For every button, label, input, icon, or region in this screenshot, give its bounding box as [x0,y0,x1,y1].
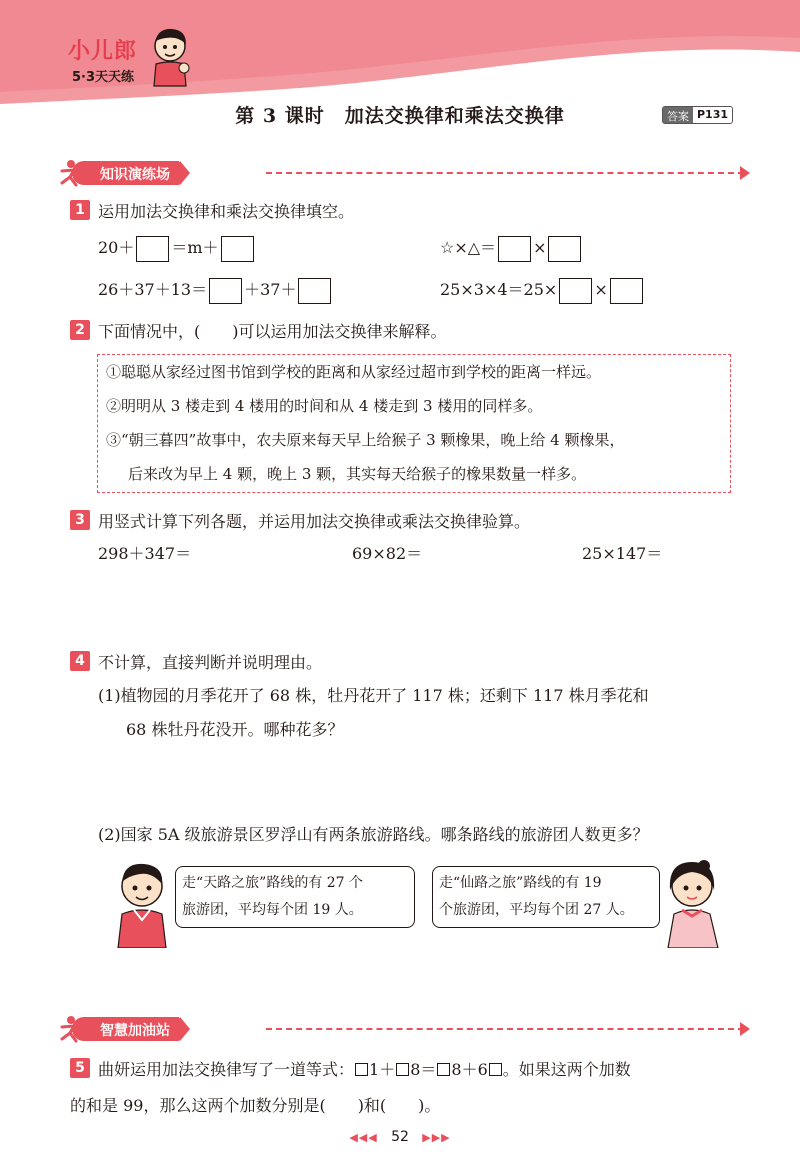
answer-badge[interactable] [662,106,733,124]
q3-expr-2: 69×82＝ [352,544,423,563]
answer-label: 答案 [663,107,693,123]
next-arrows-icon: ▶▶▶ [422,1131,451,1144]
question-number-1: 1 [70,200,90,220]
bubble-left-line1: 走“天路之旅”路线的有 27 个 [182,875,364,891]
digit-blank[interactable] [396,1063,409,1076]
section-title-challenge: 智慧加油站 [72,1017,180,1041]
question-1-text: 运用加法交换律和乘法交换律填空。 [98,202,355,221]
girl-character-icon [662,856,726,948]
q5-line1-c: 8＝ [410,1060,437,1079]
q4-part2-text: (2)国家 5A 级旅游景区罗浮山有两条旅游路线。哪条路线的旅游团人数更多？ [98,825,649,844]
q1-row1-left-b: ＝m＋ [171,238,219,257]
banner-arrow-icon [740,166,750,180]
q1-row2-left-b: ＋37＋ [244,280,297,299]
answer-blank[interactable] [298,278,331,304]
q1-row1-left-a: 20＋ [98,238,135,257]
banner-dash-line [266,1028,744,1030]
bubble-left-line2: 旅游团，平均每个团 19 人。 [182,902,363,918]
answer-blank[interactable] [548,236,581,262]
banner-arrow-icon [740,1022,750,1036]
q2-option-2: ②明明从 3 楼走到 4 楼用的时间和从 4 楼走到 3 楼用的同样多。 [106,397,543,415]
section-banner-challenge [44,1017,744,1041]
q2-options-box [97,354,731,493]
q3-expr-1: 298＋347＝ [98,544,192,563]
answer-blank[interactable] [209,278,242,304]
q1-row2-left [98,277,333,304]
q4-part1-line2: 68 株牡丹花没开。哪种花多？ [126,720,344,739]
bubble-right-line1: 走“仙路之旅”路线的有 19 [439,875,602,891]
q5-line2: 的和是 99，那么这两个加数分别是( )和( )。 [70,1096,441,1115]
answer-blank[interactable] [498,236,531,262]
question-3-text: 用竖式计算下列各题，并运用加法交换律或乘法交换律验算。 [98,512,531,531]
q2-option-1: ①聪聪从家经过图书馆到学校的距离和从家经过超市到学校的距离一样远。 [106,363,602,381]
digit-blank[interactable] [437,1063,450,1076]
answer-blank[interactable] [610,278,643,304]
question-number-3: 3 [70,510,90,530]
q5-line1-a: 曲妍运用加法交换律写了一道等式： [98,1060,355,1079]
question-2-text: 下面情况中，( )可以运用加法交换律来解释。 [98,322,447,341]
q1-row2-left-a: 26＋37＋13＝ [98,280,208,299]
q5-line1-e: 。如果这两个加数 [502,1060,631,1079]
logo-brand: 小儿郎 [68,39,138,64]
q5-line1-b: 1＋ [369,1060,396,1079]
speech-bubble-left [175,866,415,928]
page-number [0,1129,800,1145]
question-4-text: 不计算，直接判断并说明理由。 [98,653,323,672]
q1-row2-right-a: 25×3×4＝25× [440,280,558,299]
section-title-practice: 知识演练场 [72,161,180,185]
banner-dash-line [266,172,744,174]
q1-row1-right-b: × [533,238,547,257]
lesson-title: 第 3 课时 加法交换律和乘法交换律 [235,105,565,127]
prev-arrows-icon: ◀◀◀ [349,1131,378,1144]
q1-row1-right-a: ☆×△＝ [440,238,497,257]
speech-bubble-right [432,866,660,928]
q5-line1 [98,1057,631,1080]
bubble-right-line2: 个旅游团，平均每个团 27 人。 [439,902,634,918]
section-banner-practice [44,161,744,185]
page-number-value: 52 [391,1129,409,1145]
boy-character-icon [112,858,174,948]
q2-option-3: ③“朝三暮四”故事中，农夫原来每天早上给猴子 3 颗橡果，晚上给 4 颗橡果， [106,431,625,449]
question-number-5: 5 [70,1058,90,1078]
answer-blank[interactable] [559,278,592,304]
question-number-2: 2 [70,320,90,340]
q1-row1-right [440,235,583,262]
q2-option-3-cont: 后来改为早上 4 颗，晚上 3 颗，其实每天给猴子的橡果数量一样多。 [128,465,587,483]
q1-row1-left [98,235,256,262]
logo-series: 5·3天天练 [72,70,135,85]
q4-part1-line1: (1)植物园的月季花开了 68 株，牡丹花开了 117 株；还剩下 117 株月季花和 [98,686,649,705]
answer-blank[interactable] [221,236,254,262]
answer-page: P131 [697,108,729,121]
boy-mascot-icon [146,24,194,88]
q5-line1-d: 8＋6 [451,1060,488,1079]
q1-row2-right [440,277,645,304]
digit-blank[interactable] [489,1063,502,1076]
q1-row2-right-b: × [594,280,608,299]
digit-blank[interactable] [355,1063,368,1076]
q3-expr-3: 25×147＝ [582,544,663,563]
answer-blank[interactable] [136,236,169,262]
question-number-4: 4 [70,651,90,671]
